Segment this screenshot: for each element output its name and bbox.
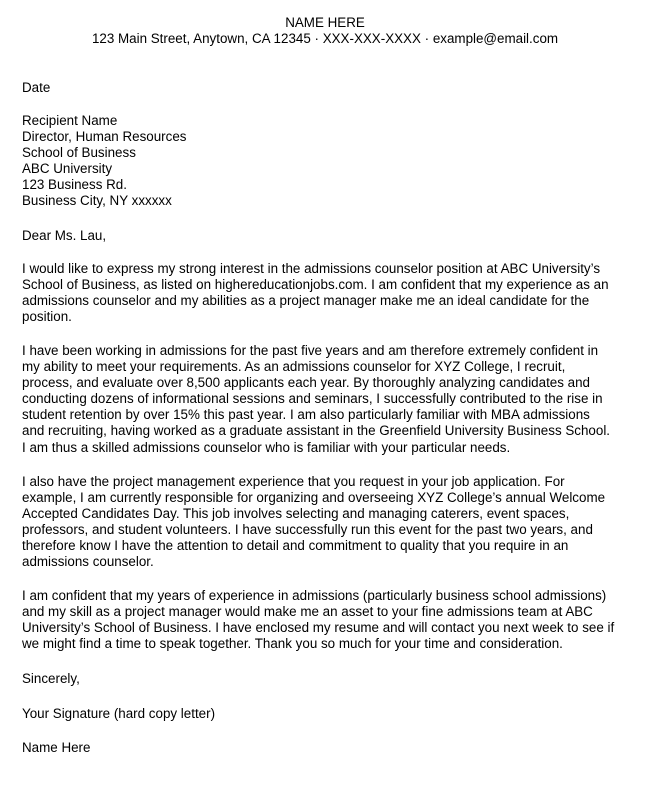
paragraph-line: University’s School of Business. I have enclosed my resume and will contact you next week to see if <box>22 620 615 636</box>
paragraph-line: I would like to express my strong interest in the admissions counselor position at ABC University’s <box>22 261 601 276</box>
salutation <box>22 228 632 244</box>
recipient-line: School of Business <box>22 145 136 161</box>
paragraph-line: conducting dozens of informational sessions and seminars, I successfully contributed to the rise in <box>22 391 603 407</box>
paragraph-line: I have been working in admissions for the past five years and am therefore extremely confident in <box>22 343 599 358</box>
paragraph-line: admissions counselor. <box>22 554 154 570</box>
recipient-line: Director, Human Resources <box>22 129 187 145</box>
paragraph-line: Accepted Candidates Day. This job involves selecting and managing caterers, event spaces, <box>22 506 570 522</box>
paragraph-line: admissions counselor and my abilities as a project manager make me an ideal candidate for the <box>22 293 590 309</box>
paragraph-line: and recruiting, having worked as a graduate assistant in the Greenfield University Business School. <box>22 423 611 439</box>
recipient-line: Business City, NY xxxxxx <box>22 193 172 209</box>
body-paragraph-3 <box>22 474 632 571</box>
body-paragraph-2 <box>22 343 632 456</box>
signature <box>22 706 632 722</box>
recipient-line: ABC University <box>22 161 113 177</box>
paragraph-line: professors, and student volunteers. I have successfully run this event for the past two years, and <box>22 522 593 538</box>
paragraph-line: I also have the project management experience that you request in your job application. For <box>22 474 565 489</box>
paragraph-line: example, I am currently responsible for organizing and overseeing XYZ College’s annual Welcome <box>22 490 606 506</box>
paragraph-line: we might find a time to speak together. Thank you so much for your time and consideration. <box>22 636 563 652</box>
recipient-line: Recipient Name <box>22 113 118 128</box>
paragraph-line: my ability to meet your requirements. As an admissions counselor for XYZ College, I recruit, <box>22 359 566 375</box>
letter-header <box>0 15 650 47</box>
salutation-text: Dear Ms. Lau, <box>22 228 107 243</box>
signed-name <box>22 740 632 756</box>
closing <box>22 671 632 687</box>
letter-date <box>22 80 632 96</box>
recipient-address <box>22 113 632 210</box>
date-text: Date <box>22 80 51 95</box>
closing-text: Sincerely, <box>22 671 80 686</box>
sender-contact: 123 Main Street, Anytown, CA 12345 · XXX-XXX-XXXX · example@email.com <box>91 31 559 47</box>
paragraph-line: I am thus a skilled admissions counselor who is familiar with your particular needs. <box>22 439 511 455</box>
paragraph-line: student retention by over 15% this past year. I am also particularly familiar with MBA admissions <box>22 407 590 423</box>
signature-text: Your Signature (hard copy letter) <box>22 706 216 721</box>
paragraph-line: I am confident that my years of experience in admissions (particularly business school admissions) <box>22 588 607 603</box>
paragraph-line: and my skill as a project manager would make me an asset to your fine admissions team at ABC <box>22 604 593 620</box>
recipient-line: 123 Business Rd. <box>22 177 127 193</box>
paragraph-line: position. <box>22 309 72 325</box>
paragraph-line: process, and evaluate over 8,500 applicants each year. By thoroughly analyzing candidates and <box>22 375 590 391</box>
body-paragraph-4 <box>22 588 632 652</box>
signed-name-text: Name Here <box>22 740 91 755</box>
sender-name: NAME HERE <box>285 15 365 30</box>
paragraph-line: School of Business, as listed on highereducationjobs.com. I am confident that my experience as an <box>22 277 609 293</box>
body-paragraph-1 <box>22 261 632 325</box>
paragraph-line: therefore know I have the attention to detail and commitment to quality that you require in an <box>22 538 569 554</box>
